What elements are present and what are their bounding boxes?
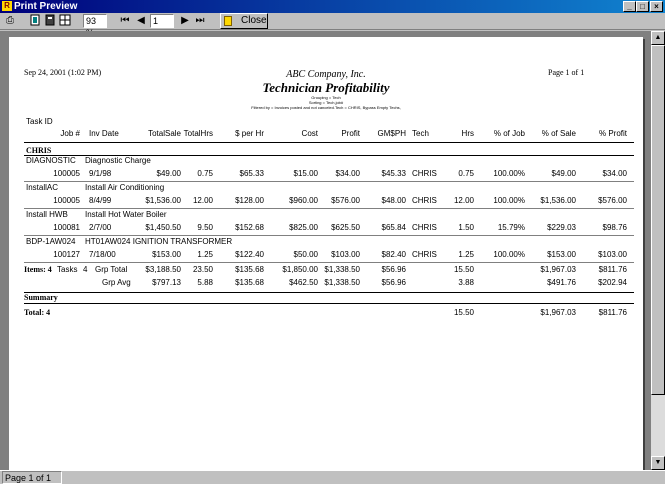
summary-divider-bottom: [24, 303, 634, 304]
table-cell: CHRIS: [412, 196, 437, 205]
table-cell: 1.25: [458, 250, 474, 259]
column-header: % of Sale: [541, 129, 576, 138]
task-description: HT01AW024 IGNITION TRANSFORMER: [85, 237, 233, 246]
page-input[interactable]: 1: [150, 14, 174, 28]
header-divider: [24, 142, 634, 143]
table-cell: $825.00: [289, 223, 318, 232]
prev-page-icon[interactable]: ◀: [137, 15, 145, 26]
table-cell: 2/7/00: [89, 223, 112, 232]
grp-total-label: Grp Total: [95, 265, 128, 274]
filter-text: Filtered by = Invoices posted and not canceled.Tech = CHRIS, Bypass Empty Techs,: [251, 105, 401, 110]
last-page-icon[interactable]: ⏭: [195, 15, 205, 26]
table-cell: $98.76: [602, 223, 627, 232]
summary-cell: $56.96: [381, 278, 406, 287]
table-cell: $152.68: [235, 223, 264, 232]
task-id: DIAGNOSTIC: [26, 156, 76, 165]
column-header: Inv Date: [89, 129, 119, 138]
task-description: Install Hot Water Boiler: [85, 210, 167, 219]
column-header: $ per Hr: [235, 129, 264, 138]
table-cell: $229.03: [547, 223, 576, 232]
column-header: Tech: [412, 129, 429, 138]
table-cell: 100.00%: [493, 169, 525, 178]
maximize-button[interactable]: □: [636, 1, 649, 12]
tasks-label: Tasks: [57, 265, 78, 274]
table-cell: $1,450.50: [145, 223, 181, 232]
minimize-button[interactable]: _: [623, 1, 636, 12]
table-cell: $128.00: [235, 196, 264, 205]
multi-page-icon[interactable]: [59, 14, 71, 28]
status-page: Page 1 of 1: [2, 471, 62, 484]
total-label: Total: 4: [24, 308, 51, 317]
company-name: ABC Company, Inc.: [286, 69, 366, 80]
summary-divider-top: [24, 292, 634, 293]
summary-cell: $135.68: [235, 278, 264, 287]
summary-cell: 15.50: [453, 265, 474, 274]
table-cell: $122.40: [235, 250, 264, 259]
summary-cell: $1,850.00: [282, 265, 318, 274]
task-id: InstallAC: [26, 183, 59, 192]
summary-cell: $135.68: [235, 265, 264, 274]
table-cell: 15.79%: [497, 223, 525, 232]
table-cell: 0.75: [458, 169, 474, 178]
table-cell: 100081: [53, 223, 80, 232]
report-page: [9, 37, 643, 470]
summary-cell: $797.13: [152, 278, 181, 287]
table-cell: $49.00: [551, 169, 576, 178]
door-icon: [224, 16, 232, 26]
grouping-text: Grouping = Tech: [311, 95, 341, 100]
summary-cell: 3.88: [458, 278, 474, 287]
table-cell: $1,536.00: [540, 196, 576, 205]
table-cell: $48.00: [381, 196, 406, 205]
table-cell: 0.75: [197, 169, 213, 178]
summary-cell: $1,338.50: [324, 265, 360, 274]
close-window-button[interactable]: ×: [650, 1, 663, 12]
table-cell: CHRIS: [412, 223, 437, 232]
tasks-count: 4: [83, 265, 88, 274]
column-header: TotalHrs: [183, 129, 213, 138]
scroll-thumb[interactable]: [651, 45, 665, 395]
items-count: Items: 4: [24, 265, 52, 274]
header-task-id: Task ID: [26, 117, 53, 126]
toolbar: [0, 13, 665, 30]
print-icon[interactable]: ⎙: [6, 15, 14, 26]
summary-cell: $1,967.03: [540, 265, 576, 274]
table-cell: $34.00: [602, 169, 627, 178]
table-cell: $15.00: [293, 169, 318, 178]
scroll-up-icon[interactable]: ▲: [651, 31, 665, 45]
scroll-down-icon[interactable]: ▼: [651, 456, 665, 470]
grp-avg-label: Grp Avg: [102, 278, 131, 287]
table-cell: 9.50: [197, 223, 213, 232]
single-page-icon[interactable]: [29, 14, 41, 28]
table-cell: 9/1/98: [89, 169, 112, 178]
report-title: Technician Profitability: [262, 80, 390, 95]
table-cell: $576.00: [331, 196, 360, 205]
table-cell: $103.00: [598, 250, 627, 259]
table-cell: 100005: [53, 196, 80, 205]
status-bar: [0, 470, 665, 484]
table-cell: 100.00%: [493, 196, 525, 205]
table-cell: 100.00%: [493, 250, 525, 259]
column-header: % of Job: [493, 129, 525, 138]
table-cell: $103.00: [331, 250, 360, 259]
table-cell: $960.00: [289, 196, 318, 205]
first-page-icon[interactable]: ⏮: [120, 15, 130, 26]
summary-cell: $811.76: [598, 265, 627, 274]
column-header: Job #: [60, 129, 80, 138]
summary-cell: 5.88: [197, 278, 213, 287]
task-description: Diagnostic Charge: [85, 156, 151, 165]
summary-cell: 23.50: [192, 265, 213, 274]
table-cell: CHRIS: [412, 169, 437, 178]
title-bar: [0, 0, 665, 13]
total-cell: 15.50: [453, 308, 474, 317]
row-divider: [24, 181, 634, 182]
two-page-icon[interactable]: [44, 14, 56, 28]
group-name: CHRIS: [26, 146, 52, 155]
sorting-text: Sorting = Tech,job#: [308, 100, 344, 105]
summary-cell: $202.94: [598, 278, 627, 287]
summary-cell: $3,188.50: [145, 265, 181, 274]
total-cell: $1,967.03: [540, 308, 576, 317]
window-title: Print Preview: [14, 1, 78, 12]
table-cell: $1,536.00: [145, 196, 181, 205]
table-cell: CHRIS: [412, 250, 437, 259]
report-date: Sep 24, 2001 (1:02 PM): [24, 68, 102, 77]
table-cell: $49.00: [156, 169, 181, 178]
column-header: % Profit: [598, 129, 627, 138]
table-cell: $82.40: [381, 250, 406, 259]
summary-cell: $462.50: [289, 278, 318, 287]
table-cell: $65.33: [239, 169, 264, 178]
task-id: BDP-1AW024: [26, 237, 76, 246]
table-cell: $625.50: [331, 223, 360, 232]
row-divider: [24, 208, 634, 209]
table-cell: $153.00: [152, 250, 181, 259]
table-cell: 12.00: [192, 196, 213, 205]
table-cell: 100005: [53, 169, 80, 178]
table-cell: 12.00: [453, 196, 474, 205]
table-cell: $34.00: [335, 169, 360, 178]
table-cell: $576.00: [598, 196, 627, 205]
summary-cell: $1,338.50: [324, 278, 360, 287]
table-cell: 7/18/00: [89, 250, 116, 259]
column-header: Cost: [301, 129, 318, 138]
table-cell: 100127: [53, 250, 80, 259]
vertical-scrollbar[interactable]: [651, 31, 665, 470]
table-cell: 1.50: [458, 223, 474, 232]
row-divider: [24, 262, 634, 263]
column-header: TotalSale: [148, 129, 181, 138]
close-button[interactable]: Close: [220, 13, 268, 29]
table-cell: $45.33: [381, 169, 406, 178]
next-page-icon[interactable]: ▶: [181, 15, 189, 26]
task-description: Install Air Conditioning: [85, 183, 165, 192]
page-indicator: Page 1 of 1: [548, 68, 585, 77]
column-header: Profit: [341, 129, 360, 138]
table-cell: $153.00: [547, 250, 576, 259]
row-divider: [24, 235, 634, 236]
app-icon: R: [2, 1, 12, 11]
summary-cell: $491.76: [547, 278, 576, 287]
table-cell: 8/4/99: [89, 196, 112, 205]
zoom-input[interactable]: 93: [83, 14, 107, 28]
task-id: Install HWB: [26, 210, 68, 219]
preview-area[interactable]: [0, 31, 651, 470]
total-cell: $811.76: [598, 308, 627, 317]
table-cell: $50.00: [293, 250, 318, 259]
column-header: GM$PH: [377, 129, 406, 138]
summary-cell: $56.96: [381, 265, 406, 274]
table-cell: $65.84: [381, 223, 406, 232]
table-cell: 1.25: [197, 250, 213, 259]
summary-label: Summary: [24, 293, 58, 302]
column-header: Hrs: [461, 129, 474, 138]
